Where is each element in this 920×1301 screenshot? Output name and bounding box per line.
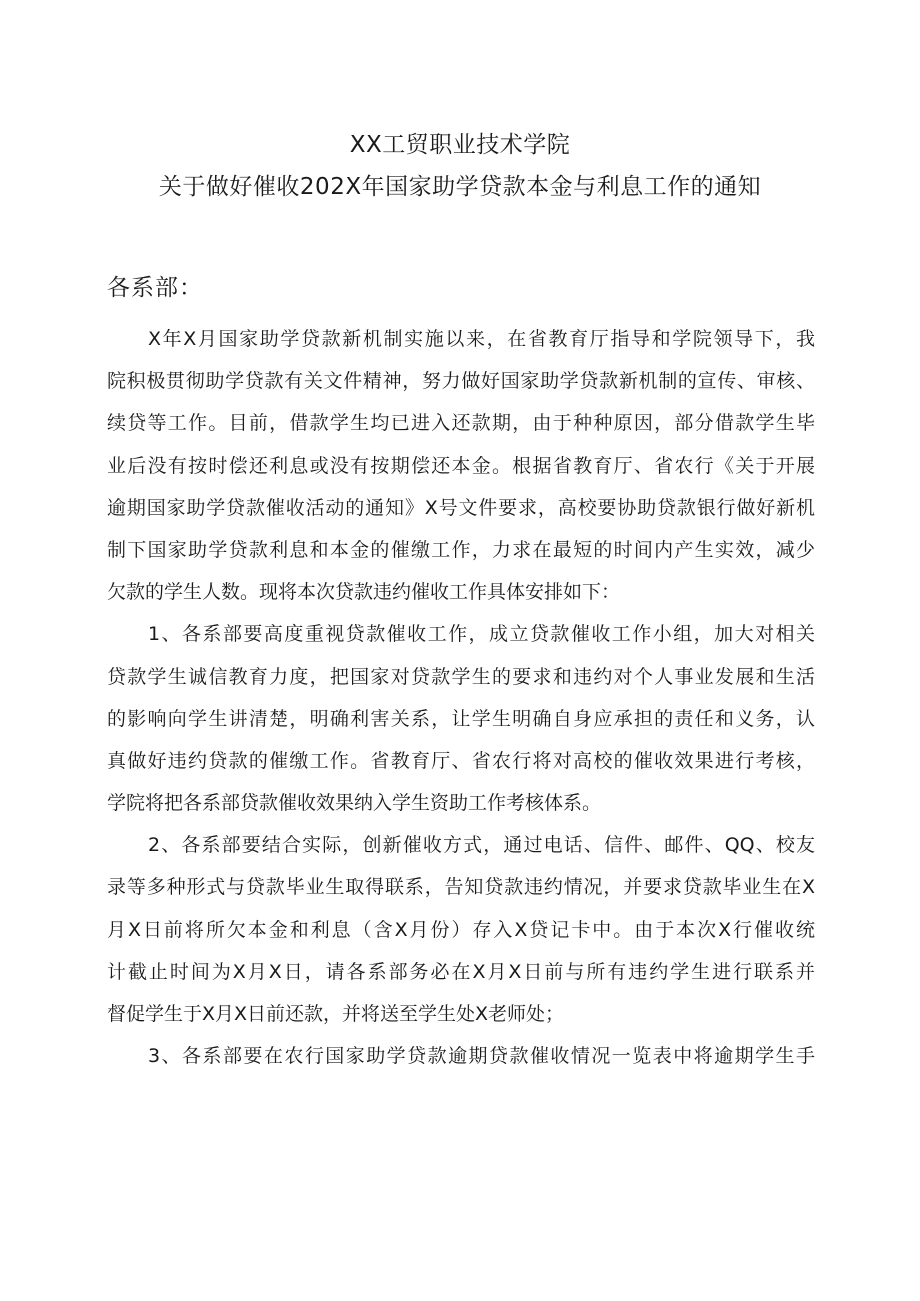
text-line: 1、各系部要高度重视贷款催收工作，成立贷款催收工作小组，加大对相关 [148,623,815,646]
text-line: 制下国家助学贷款利息和本金的催缴工作，力求在最短的时间内产生实效，减少 [107,538,815,561]
document-title [0,124,920,208]
title-subject: 关于做好催收202X年国家助学贷款本金与利息工作的通知 [158,174,762,200]
paragraph-item-2 [107,824,815,1035]
paragraph-intro [107,318,815,613]
paragraph-item-1 [107,613,815,824]
text-line: 督促学生于X月X日前还款，并将送至学生处X老师处； [107,1003,565,1025]
text-line: 续贷等工作。目前，借款学生均已进入还款期，由于种种原因，部分借款学生毕 [107,412,815,435]
paragraph-item-3 [107,1035,815,1077]
text-line: 的影响向学生讲清楚，明确利害关系，让学生明确自身应承担的责任和义务，认 [107,707,815,730]
text-line: 欠款的学生人数。现将本次贷款违约催收工作具体安排如下： [107,581,621,604]
salutation: 各系部： [107,275,203,301]
text-line: 录等多种形式与贷款毕业生取得联系，告知贷款违约情况，并要求贷款毕业生在X [107,876,815,899]
text-line: 3、各系部要在农行国家助学贷款逾期贷款催收情况一览表中将逾期学生手 [148,1045,815,1068]
title-institution: XX工贸职业技术学院 [349,132,571,158]
text-line: 计截止时间为X月X日，请各系部务必在X月X日前与所有违约学生进行联系并 [107,960,815,983]
text-line: 2、各系部要结合实际，创新催收方式，通过电话、信件、邮件、QQ、校友 [148,834,815,857]
text-line: X年X月国家助学贷款新机制实施以来，在省教育厅指导和学院领导下，我 [148,328,815,350]
document-body [107,318,815,1077]
text-line: 逾期国家助学贷款催收活动的通知》X号文件要求，高校要协助贷款银行做好新机 [107,496,815,519]
text-line: 业后没有按时偿还利息或没有按期偿还本金。根据省教育厅、省农行《关于开展 [107,454,815,477]
text-line: 贷款学生诚信教育力度，把国家对贷款学生的要求和违约对个人事业发展和生活 [107,665,815,688]
text-line: 月X日前将所欠本金和利息（含X月份）存入X贷记卡中。由于本次X行催收统 [107,918,815,941]
text-line: 真做好违约贷款的催缴工作。省教育厅、省农行将对高校的催收效果进行考核， [107,749,815,772]
text-line: 院积极贯彻助学贷款有关文件精神，努力做好国家助学贷款新机制的宣传、审核、 [107,370,815,393]
text-line: 学院将把各系部贷款催收效果纳入学生资助工作考核体系。 [107,792,602,815]
